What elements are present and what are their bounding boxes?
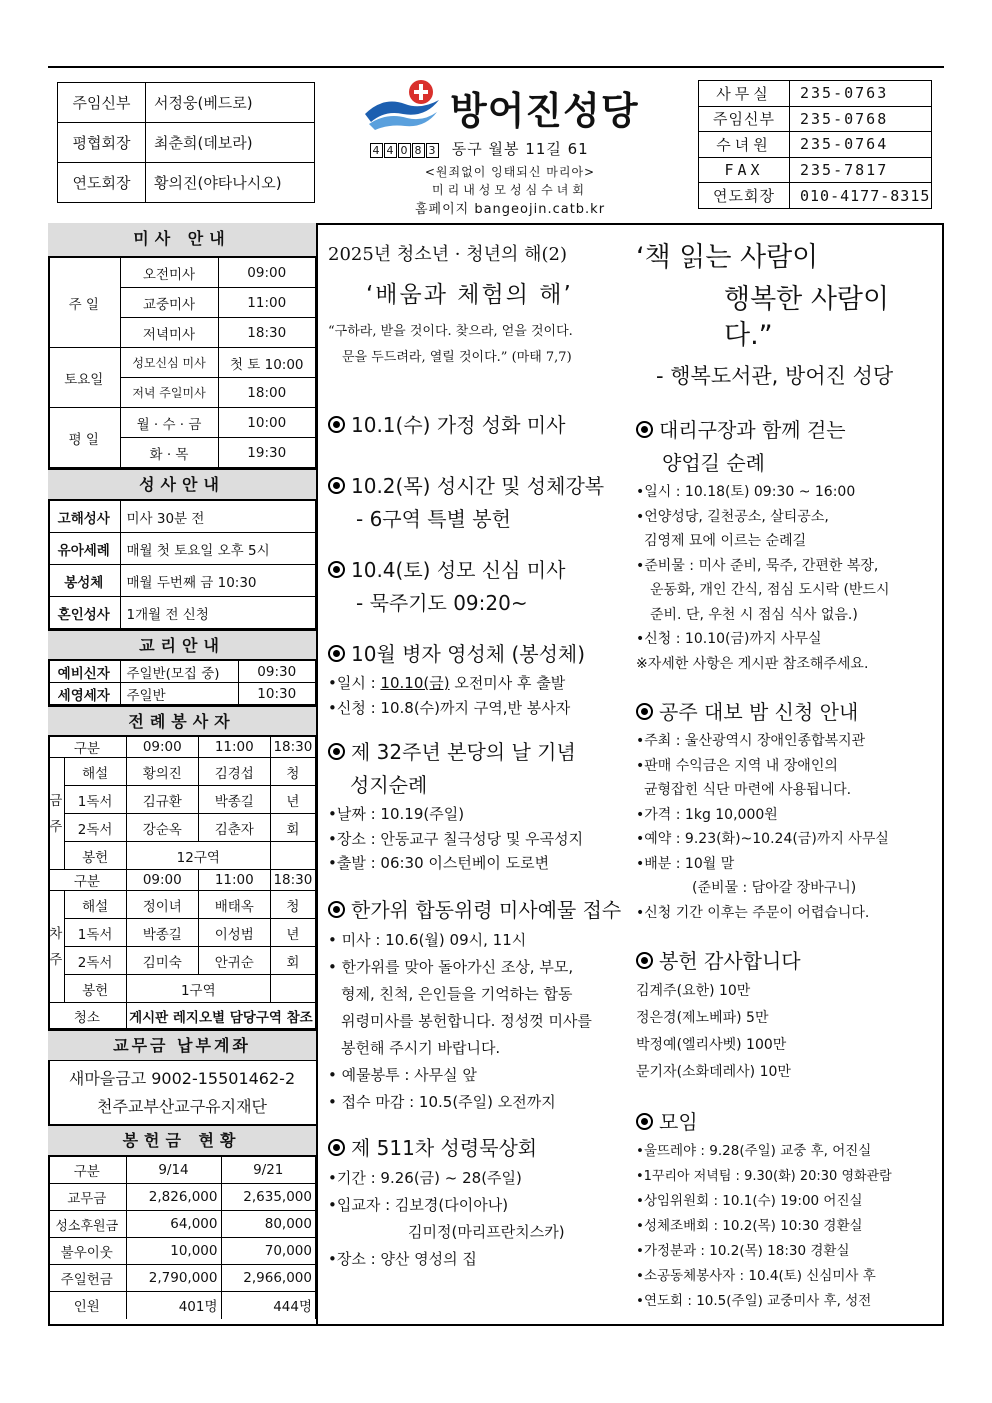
mass-name: 교중미사 — [120, 288, 218, 318]
server-name: 배태옥 — [198, 891, 270, 919]
notice-subtitle: - 묵주기도 09:20~ — [356, 591, 528, 615]
quote-line: 문을 두드려라, 열릴 것이다.” (마태 7,7) — [342, 350, 572, 365]
notice-line: ※자세한 사항은 게시판 참조해주세요. — [636, 655, 869, 672]
notice-donations — [636, 945, 936, 978]
account-number: 새마을금고 9002-15501462-2 — [68, 1069, 296, 1088]
donor-line: 김계주(요한) 10만 — [636, 983, 751, 999]
notice-subtitle: - 6구역 특별 봉헌 — [356, 507, 511, 531]
notice-line: • 한가위를 맞아 돌아가신 조상, 부모, — [328, 957, 574, 976]
sacrament-section-title: 성사안내 — [48, 468, 316, 500]
notice-line: 위령미사를 봉헌합니다. 정성껏 미사를 — [341, 1011, 592, 1030]
mass-name: 월 · 수 · 금 — [120, 408, 218, 438]
donor-line: 정은경(제노베파) 5만 — [636, 1010, 769, 1026]
notice-title: 봉헌 감사합니다 — [659, 949, 801, 973]
server-role: 2독서 — [64, 947, 126, 975]
street-address: 동구 월봉 11길 61 — [451, 140, 589, 158]
order-subtitle: 미리내성모성심수녀회 — [432, 183, 588, 197]
doctrine-section-title: 교리안내 — [48, 629, 316, 660]
notice-line: •언양성당, 길천공소, 살티공소, — [636, 508, 829, 525]
server-name: 김규환 — [126, 786, 198, 814]
bullet-circle-icon — [328, 901, 345, 918]
notice-title: 10.1(수) 가정 성화 미사 — [351, 413, 566, 437]
meeting-line: •소공동체봉사자 : 10.4(토) 신심미사 후 — [636, 1268, 876, 1284]
notice-line: • 미사 : 10.6(월) 09시, 11시 — [328, 930, 527, 949]
week-label-char: 주 — [49, 951, 63, 968]
server-role: 해설 — [64, 891, 126, 919]
zip-digit: 4 — [370, 143, 383, 158]
contact-label: 연도회장 — [699, 183, 790, 209]
notice-memorial-mass — [328, 894, 628, 927]
notice-retreat — [328, 1132, 628, 1165]
offering-head: 구분 — [48, 1157, 126, 1184]
staff-value: 황의진(야타나시오) — [146, 163, 315, 203]
notice-title: 제 32주년 본당의 날 기념 — [351, 740, 576, 764]
server-role: 1독서 — [64, 786, 126, 814]
notice-line: 봉헌해 주시기 바랍니다. — [341, 1038, 501, 1057]
notice-line: • 예물봉투 : 사무실 앞 — [328, 1065, 477, 1084]
offering-category: 교무금 — [48, 1184, 126, 1211]
notice-title: 10월 병자 영성체 (봉성체) — [351, 642, 586, 666]
server-name: 안귀순 — [198, 947, 270, 975]
server-role: 봉헌 — [64, 842, 126, 870]
right-column — [636, 240, 936, 1314]
staff-value: 최춘희(데보라) — [146, 123, 315, 163]
mass-time: 19:30 — [218, 438, 316, 468]
zip-digit: 0 — [398, 143, 411, 158]
servers-head: 09:00 — [126, 870, 198, 891]
bullet-circle-icon — [328, 561, 345, 578]
notice-title: 대리구장과 함께 걷는 — [659, 418, 846, 442]
offering-amount: 2,790,000 — [126, 1265, 221, 1292]
offering-head: 9/14 — [126, 1157, 221, 1184]
zip-digit: 3 — [426, 143, 439, 158]
sacrament-value: 1개월 전 신청 — [120, 597, 316, 629]
offering-group: 1구역 — [126, 975, 270, 1003]
notice-meetings — [636, 1106, 936, 1139]
bullet-circle-icon — [328, 416, 345, 433]
doctrine-class: 주일반 — [120, 683, 238, 705]
server-name: 박종길 — [198, 786, 270, 814]
bullet-circle-icon — [636, 1113, 653, 1130]
notice-subtitle: 성지순례 — [350, 773, 428, 797]
year-theme-title: 2025년 청소년 · 청년의 해(2) — [328, 244, 568, 265]
week-label-char: 차 — [49, 925, 63, 942]
notice-line: 김미정(마리프란치스카) — [408, 1222, 565, 1241]
notice-line: •신청 : 10.8(수)까지 구역,반 봉사자 — [328, 698, 571, 717]
servers-head: 18:30 — [270, 737, 315, 758]
server-name: 이성범 — [198, 919, 270, 947]
offering-head: 9/21 — [221, 1157, 316, 1184]
staff-label: 평협회장 — [58, 123, 146, 163]
notice-title: 공주 대보 밤 신청 안내 — [659, 700, 859, 724]
server-name: 김춘자 — [198, 814, 270, 842]
notice-line: •장소 : 안동교구 칠극성당 및 우곡성지 — [328, 829, 584, 848]
weekday-label: 평 일 — [48, 408, 120, 468]
donor-line: 박정예(엘리사벳) 100만 — [636, 1037, 787, 1053]
doctrine-class: 주일반(모집 중) — [120, 661, 238, 683]
server-role: 해설 — [64, 758, 126, 786]
server-name: 황의진 — [126, 758, 198, 786]
mass-time: 10:00 — [218, 408, 316, 438]
server-role: 2독서 — [64, 814, 126, 842]
mass-time: 첫 토 10:00 — [218, 348, 316, 378]
offering-amount: 2,635,000 — [221, 1184, 316, 1211]
notice-title: 제 511차 성령묵상회 — [351, 1135, 538, 1160]
week-label-char: 금 — [49, 792, 63, 809]
scripture-quote — [328, 319, 628, 371]
offering-amount: 401명 — [126, 1292, 221, 1319]
notice-pilgrimage — [636, 414, 936, 447]
staff-table — [57, 82, 315, 203]
notice-line: 김영제 묘에 이르는 순례길 — [644, 533, 807, 549]
middle-column — [328, 240, 628, 1273]
servers-head: 11:00 — [198, 870, 270, 891]
offering-category: 인원 — [48, 1292, 126, 1319]
church-logo-icon — [363, 78, 443, 134]
servers-head: 18:30 — [270, 870, 315, 891]
mass-section-title: 미사 안내 — [48, 223, 316, 257]
cleaning-label: 청소 — [48, 1003, 126, 1029]
contact-value: 235-0768 — [790, 106, 932, 132]
mass-time: 11:00 — [218, 288, 316, 318]
mass-name: 오전미사 — [120, 258, 218, 288]
server-name: 박종길 — [126, 919, 198, 947]
doctrine-time: 09:30 — [238, 661, 316, 683]
notice-title: 10.2(목) 성시간 및 성체강복 — [351, 474, 605, 498]
quote-line: “구하라, 받을 것이다. 찾으라, 얻을 것이다. — [328, 324, 573, 339]
notice-title: 한가위 합동위령 미사예물 접수 — [351, 897, 622, 922]
notice-line: •준비물 : 미사 준비, 묵주, 간편한 복장, — [636, 557, 879, 574]
mass-time: 09:00 — [218, 258, 316, 288]
bullet-circle-icon — [328, 645, 345, 662]
homepage-link[interactable]: 홈페이지 bangeojin.catb.kr — [414, 202, 606, 217]
saturday-label: 토요일 — [48, 348, 120, 408]
contact-label: 주임신부 — [699, 106, 790, 132]
meeting-line: •연도회 : 10.5(주일) 교중미사 후, 성전 — [636, 1293, 872, 1309]
notice-title: 10.4(토) 성모 신심 미사 — [351, 558, 566, 582]
cleaning-value: 게시판 레지오별 담당구역 참조 — [126, 1003, 315, 1029]
contact-label: 사무실 — [699, 81, 790, 107]
bullet-circle-icon — [636, 421, 653, 438]
mass-name: 성모신심 미사 — [120, 348, 218, 378]
offering-table — [48, 1156, 316, 1319]
notice-line: 균형잡힌 식단 마련에 사용됩니다. — [644, 782, 852, 798]
notice-sick-communion — [328, 638, 628, 671]
server-name: 년 — [270, 786, 315, 814]
offering-amount: 64,000 — [126, 1211, 221, 1238]
contact-value: 235-7817 — [790, 157, 932, 183]
line-prefix: •일시 : — [328, 674, 381, 692]
book-slogan: ‘책 읽는 사람이 — [636, 242, 819, 273]
bullet-circle-icon — [636, 952, 653, 969]
contact-value: 235-0764 — [790, 132, 932, 158]
notice-subtitle: 양업길 순례 — [662, 451, 765, 475]
mass-time: 18:00 — [218, 378, 316, 408]
contact-label: FAX — [699, 157, 790, 183]
notice-title: 모임 — [659, 1110, 698, 1134]
zip-code — [370, 140, 446, 158]
week-label-char: 주 — [49, 818, 63, 835]
staff-label: 주임신부 — [58, 83, 146, 123]
mass-name: 저녁미사 — [120, 318, 218, 348]
notice-marian-mass — [328, 554, 628, 587]
account-holder: 천주교부산교구유지재단 — [96, 1097, 268, 1116]
meeting-line: •가정분과 : 10.2(목) 18:30 경환실 — [636, 1243, 850, 1259]
notice-line: •장소 : 양산 영성의 집 — [328, 1249, 477, 1268]
doctrine-label: 세영세자 — [48, 683, 120, 705]
servers-section-title: 전례봉사자 — [48, 705, 316, 736]
server-name: 청 — [270, 758, 315, 786]
church-name: 방어진성당 — [450, 89, 639, 133]
sacrament-table — [48, 500, 316, 629]
bullet-circle-icon — [636, 703, 653, 720]
mass-name: 화 · 목 — [120, 438, 218, 468]
sacrament-label: 유아세례 — [48, 533, 120, 565]
server-role: 1독서 — [64, 919, 126, 947]
doctrine-time: 10:30 — [238, 683, 316, 705]
notice-line: •기간 : 9.26(금) ~ 28(주일) — [328, 1168, 522, 1187]
offering-category: 주일헌금 — [48, 1265, 126, 1292]
church-address — [370, 138, 589, 159]
notice-line: 운동화, 개인 간식, 점심 도시락 (반드시 — [650, 582, 890, 598]
notice-line: •신청 기간 이후는 주문이 어렵습니다. — [636, 904, 870, 921]
year-theme: ‘배움과 체험의 해’ — [366, 282, 573, 308]
notice-line — [328, 671, 628, 696]
server-name: 김경섭 — [198, 758, 270, 786]
offering-group: 12구역 — [126, 842, 270, 870]
server-name: 김미숙 — [126, 947, 198, 975]
notice-anniversary — [328, 736, 628, 769]
sunday-label: 주 일 — [48, 258, 120, 348]
header-rule — [48, 66, 944, 68]
notice-line: •배분 : 10월 말 — [636, 855, 735, 872]
book-slogan-source: - 행복도서관, 방어진 성당 — [656, 364, 894, 388]
notice-chestnut — [636, 696, 936, 729]
notice-line: •예약 : 9.23(화)~10.24(금)까지 사무실 — [636, 831, 889, 847]
servers-head: 09:00 — [126, 737, 198, 758]
servers-table — [48, 736, 316, 1029]
servers-head: 11:00 — [198, 737, 270, 758]
notice-line: •입교자 : 김보경(다이아나) — [328, 1195, 509, 1214]
doctrine-table — [48, 660, 316, 705]
notice-line: (준비물 : 담아갈 장바구니) — [692, 880, 857, 896]
notice-line: 준비. 단, 우천 시 점심 식사 없음.) — [650, 606, 858, 623]
offering-amount: 80,000 — [221, 1211, 316, 1238]
server-name: 회 — [270, 814, 315, 842]
zip-digit: 8 — [412, 143, 425, 158]
offering-amount: 2,966,000 — [221, 1265, 316, 1292]
notice-line: •주최 : 울산광역시 장애인종합복지관 — [636, 733, 866, 749]
line-suffix: 오전미사 후 출발 — [449, 674, 566, 692]
notice-line: •신청 : 10.10(금)까지 사무실 — [636, 631, 822, 647]
contact-table — [698, 80, 932, 209]
line-date: 10.10(금) — [380, 674, 450, 692]
notice-line: •일시 : 10.18(토) 09:30 ~ 16:00 — [636, 484, 856, 500]
left-column — [48, 223, 318, 1326]
meeting-line: •상임위원회 : 10.1(수) 19:00 어진실 — [636, 1193, 863, 1209]
server-name: 청 — [270, 891, 315, 919]
meeting-line: •1꾸리아 저녁팀 : 9.30(화) 20:30 영화관람 — [636, 1169, 892, 1184]
donor-line: 문기자(소화데레사) 10만 — [636, 1064, 791, 1080]
staff-value: 서정웅(베드로) — [146, 83, 315, 123]
server-role: 봉헌 — [64, 975, 126, 1003]
patron-subtitle: <원죄없이 잉태되신 마리아> — [424, 165, 596, 179]
sacrament-label: 혼인성사 — [48, 597, 120, 629]
notice-line: 형제, 친척, 은인들을 기억하는 합동 — [341, 984, 573, 1003]
servers-head: 구분 — [48, 870, 126, 891]
notice-line: •출발 : 06:30 이스턴베이 도로변 — [328, 854, 550, 872]
server-name: 년 — [270, 919, 315, 947]
staff-label: 연도회장 — [58, 163, 146, 203]
account-section-title: 교무금 납부계좌 — [48, 1029, 316, 1061]
server-name: 정이녀 — [126, 891, 198, 919]
notice-holy-hour — [328, 470, 628, 503]
sacrament-value: 매월 첫 토요일 오후 5시 — [120, 533, 316, 565]
offering-section-title: 봉헌금 현황 — [48, 1124, 316, 1156]
offering-amount: 2,826,000 — [126, 1184, 221, 1211]
bullet-circle-icon — [328, 477, 345, 494]
doctrine-label: 예비신자 — [48, 661, 120, 683]
offering-category: 성소후원금 — [48, 1211, 126, 1238]
offering-amount: 444명 — [221, 1292, 316, 1319]
meeting-line: •울뜨레야 : 9.28(주일) 교중 후, 어진실 — [636, 1143, 872, 1159]
sacrament-value: 미사 30분 전 — [120, 501, 316, 533]
server-name: 회 — [270, 947, 315, 975]
offering-amount: 10,000 — [126, 1238, 221, 1265]
book-slogan: 행복한 사람이다.” — [724, 284, 890, 351]
servers-head: 구분 — [48, 737, 126, 758]
notice-line: • 접수 마감 : 10.5(주일) 오전까지 — [328, 1092, 556, 1111]
notice-line: •판매 수익금은 지역 내 장애인의 — [636, 757, 838, 774]
sacrament-label: 고해성사 — [48, 501, 120, 533]
mass-table — [48, 257, 316, 468]
sacrament-label: 봉성체 — [48, 565, 120, 597]
contact-label: 수녀원 — [699, 132, 790, 158]
offering-amount: 70,000 — [221, 1238, 316, 1265]
week-label — [48, 891, 64, 1003]
week-label — [48, 758, 64, 870]
mass-time: 18:30 — [218, 318, 316, 348]
meeting-line: •성체조배회 : 10.2(목) 10:30 경환실 — [636, 1218, 863, 1234]
bullet-circle-icon — [328, 1139, 345, 1156]
mass-name: 저녁 주일미사 — [120, 378, 218, 408]
contact-value: 235-0763 — [790, 81, 932, 107]
notice-line: •가격 : 1kg 10,000원 — [636, 806, 778, 823]
zip-digit: 4 — [384, 143, 397, 158]
bullet-circle-icon — [328, 743, 345, 760]
account-info — [48, 1061, 316, 1121]
sacrament-value: 매월 두번째 금 10:30 — [120, 565, 316, 597]
contact-value: 010-4177-8315 — [790, 183, 932, 209]
server-name: 강순옥 — [126, 814, 198, 842]
offering-category: 불우이웃 — [48, 1238, 126, 1265]
notice-family-mass — [328, 409, 628, 442]
notice-line: •날짜 : 10.19(주일) — [328, 805, 465, 823]
